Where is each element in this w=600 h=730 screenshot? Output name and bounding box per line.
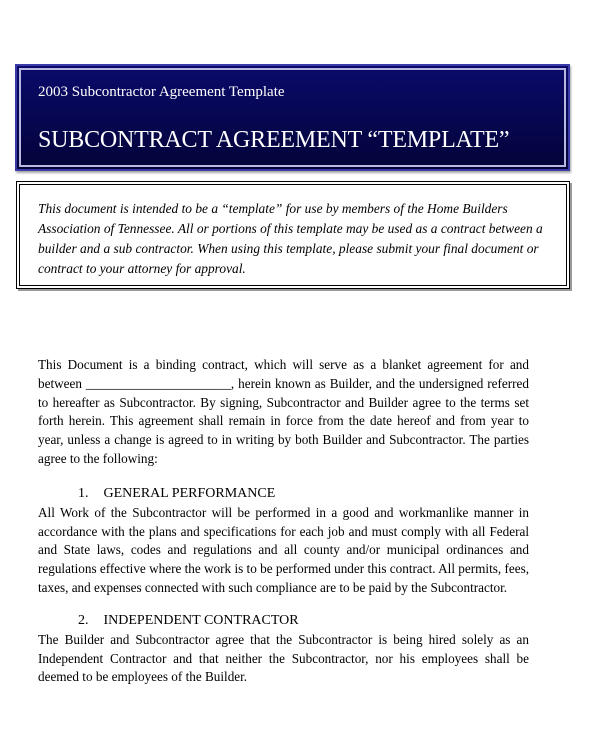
section-title: GENERAL PERFORMANCE	[103, 485, 276, 501]
section-number: 1.	[78, 485, 89, 501]
document-title: SUBCONTRACT AGREEMENT “TEMPLATE”	[38, 127, 510, 153]
document-subtitle: 2003 Subcontractor Agreement Template	[38, 84, 285, 100]
section-heading-general-performance	[78, 486, 529, 502]
section-heading-independent-contractor	[78, 613, 529, 629]
intro-paragraph	[38, 356, 529, 469]
builder-name-blank: ______________________,	[85, 375, 235, 391]
notice-text: This document is intended to be a “template” for use by members of the Home Builders Association of Tennessee. All or portions of this template may be used as a contract between a builder and a sub contractor. When using this template, please submit your final document or contract to your attorney for approval.	[38, 201, 543, 276]
intro-text-start: This Document is a binding contract, which will serve as a blanket agreement for and between	[38, 357, 529, 391]
section-number: 2.	[78, 612, 89, 628]
notice-box	[16, 181, 570, 289]
title-banner	[15, 64, 570, 171]
section-text-independent-contractor: The Builder and Subcontractor agree that the Subcontractor is being hired solely as an Independent Contractor and that neither the Subcontractor, nor his employees shall be deemed to be employees of the Builder.	[38, 631, 529, 685]
agreement-body	[38, 356, 529, 687]
section-text-general-performance: All Work of the Subcontractor will be performed in a good and workmanlike manner in accordance with the plans and specifications for each job and must comply with all Federal and State laws, codes and regulations and all county and/or municipal ordinances and regulations effective where the work is to be performed under this contract. All permits, fees, taxes, and expenses connected with such compliance are to be paid by the Subcontractor.	[38, 504, 529, 595]
intro-text-end: herein known as Builder, and the undersigned referred to hereafter as Subcontractor. By signing, Subcontractor and Builder agree to the terms set forth herein. This agreement shall remain in force from the date hereof and from year to year, unless a change is agreed to in writing by both Builder and Subcontractor. The parties agree to the following:	[38, 375, 529, 466]
section-title: INDEPENDENT CONTRACTOR	[103, 612, 299, 628]
